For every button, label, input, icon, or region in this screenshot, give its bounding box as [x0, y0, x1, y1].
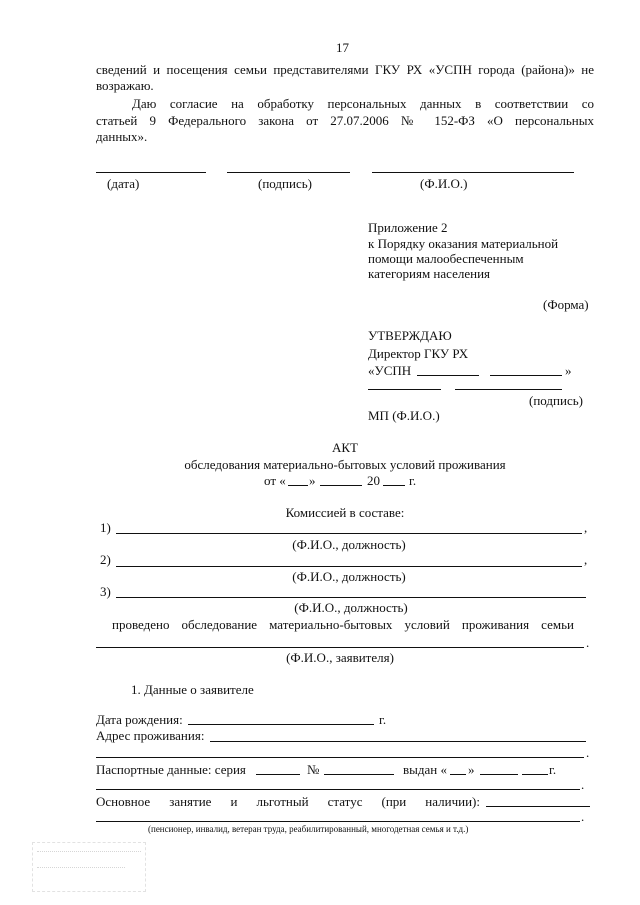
- passport-month-line: [480, 774, 518, 775]
- member-1-number: 1): [100, 520, 111, 535]
- passport-number-label: №: [307, 762, 320, 777]
- appendix-line-3: помощи малообеспеченным: [368, 251, 524, 266]
- member-3-line: [116, 597, 586, 598]
- member-3-caption: (Ф.И.О., должность): [294, 600, 408, 615]
- member-2-caption: (Ф.И.О., должность): [292, 569, 406, 584]
- act-month-line: [320, 485, 362, 486]
- signature-label: (подпись): [258, 176, 312, 191]
- passport-series-line: [256, 774, 300, 775]
- address-line-1: [210, 741, 586, 742]
- applicant-section-title: 1. Данные о заявителе: [131, 682, 254, 697]
- conducted-text: проведено обследование материально-бытовых условий проживания семьи: [112, 617, 574, 632]
- member-2-end: ,: [584, 552, 588, 567]
- member-1-end: ,: [584, 520, 588, 535]
- act-subtitle: обследования материально-бытовых условий проживания: [184, 457, 506, 472]
- passport-day-line: [450, 774, 466, 775]
- act-date-year: 20: [367, 473, 380, 488]
- appendix-line-2: к Порядку оказания материальной: [368, 236, 559, 251]
- act-date-quote: »: [309, 473, 316, 488]
- member-2-line: [116, 566, 582, 567]
- applicant-line: [96, 647, 584, 648]
- member-3-number: 3): [100, 584, 111, 599]
- birth-label: Дата рождения:: [96, 712, 183, 727]
- passport-year-line: [522, 774, 548, 775]
- act-date-suffix: г.: [409, 473, 417, 488]
- form-label: (Форма): [543, 297, 589, 312]
- address-line-2: [96, 757, 584, 758]
- member-1-caption: (Ф.И.О., должность): [292, 537, 406, 552]
- fio-label: (Ф.И.О.): [420, 176, 468, 191]
- passport-year-suffix: г.: [549, 762, 557, 777]
- passport-label: Паспортные данные: серия: [96, 762, 246, 777]
- approve-sign-line-2: [455, 389, 562, 390]
- address-end: .: [586, 745, 590, 760]
- approve-sign-line-1: [368, 389, 441, 390]
- consent-line-3: Даю согласие на обработку персональных данных в соответствии со: [132, 96, 594, 111]
- consent-line-2: возражаю.: [96, 78, 154, 93]
- passport-number-line: [324, 774, 394, 775]
- fio-line: [372, 172, 574, 173]
- birth-line: [188, 724, 374, 725]
- commission-heading: Комиссией в составе:: [285, 505, 405, 520]
- passport-quote: »: [468, 762, 475, 777]
- act-year-line: [383, 485, 405, 486]
- applicant-line-end: .: [586, 635, 590, 650]
- passport-issued-label: выдан «: [403, 762, 447, 777]
- approve-signature-label: (подпись): [529, 393, 583, 408]
- scan-artifact: [32, 842, 146, 892]
- approve-org-line-2: [490, 375, 562, 376]
- consent-line-1: сведений и посещения семьи представителями ГКУ РХ «УСПН города (района)» не: [96, 62, 594, 77]
- approve-org-suffix: »: [565, 363, 572, 378]
- consent-line-4: статьей 9 Федерального закона от 27.07.2006 № 152-ФЗ «О персональных: [96, 113, 594, 128]
- appendix-line-1: Приложение 2: [368, 220, 448, 235]
- date-label: (дата): [107, 176, 140, 191]
- passport-line-2: [96, 789, 580, 790]
- act-title: АКТ: [332, 440, 358, 455]
- act-day-line: [288, 485, 308, 486]
- address-label: Адрес проживания:: [96, 728, 205, 743]
- approve-position: Директор ГКУ РХ: [368, 346, 469, 361]
- appendix-line-4: категориям населения: [368, 266, 491, 281]
- passport-end: .: [581, 777, 585, 792]
- page-number: 17: [336, 40, 349, 55]
- birth-suffix: г.: [379, 712, 387, 727]
- occupation-label: Основное занятие и льготный статус (при наличии):: [96, 794, 480, 809]
- occupation-hint: (пенсионер, инвалид, ветеран труда, реабилитированный, многодетная семья и т.д.): [148, 824, 469, 834]
- occupation-line-1: [486, 806, 590, 807]
- date-line: [96, 172, 206, 173]
- approve-mp: МП (Ф.И.О.): [368, 408, 440, 423]
- occupation-end: .: [581, 809, 585, 824]
- approve-org-prefix: «УСПН: [368, 363, 412, 378]
- approve-title: УТВЕРЖДАЮ: [368, 328, 452, 343]
- applicant-caption: (Ф.И.О., заявителя): [286, 650, 394, 665]
- member-2-number: 2): [100, 552, 111, 567]
- signature-line: [227, 172, 350, 173]
- member-1-line: [116, 533, 582, 534]
- consent-line-5: данных».: [96, 129, 148, 144]
- act-date-from: от «: [264, 473, 286, 488]
- occupation-line-2: [96, 821, 580, 822]
- approve-org-line-1: [417, 375, 479, 376]
